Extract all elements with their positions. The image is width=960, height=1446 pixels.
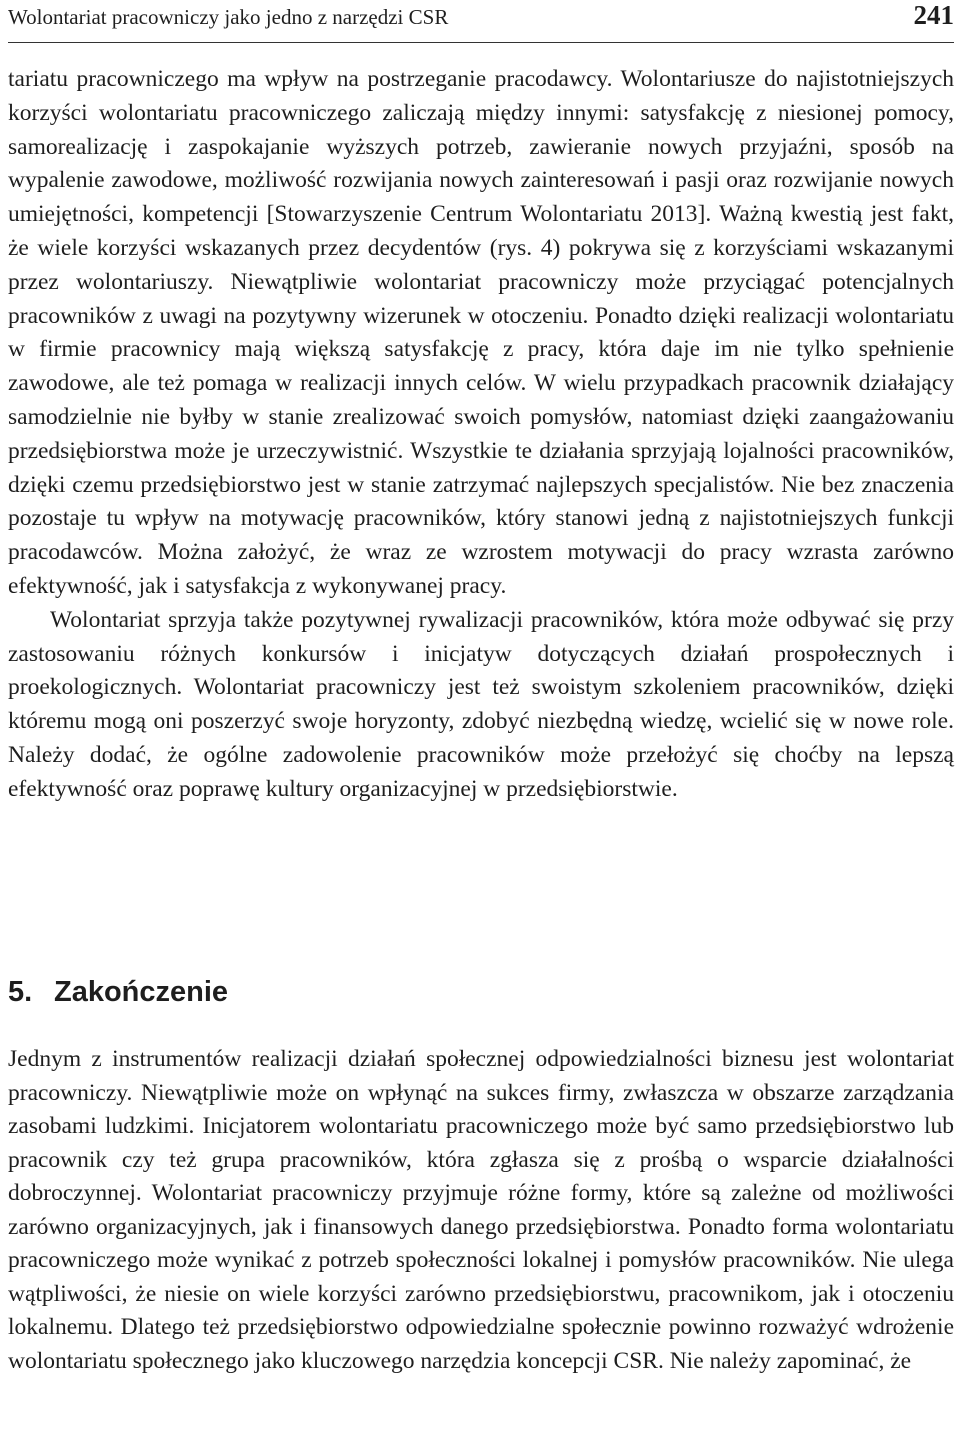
book-page bbox=[8, 0, 954, 1446]
page-number: 241 bbox=[913, 0, 954, 30]
running-header bbox=[8, 0, 954, 43]
running-title: Wolontariat pracowniczy jako jedno z narzędzi CSR bbox=[8, 5, 449, 29]
paragraph-continued: tariatu pracowniczego ma wpływ na postrzeganie pracodawcy. Wolontariusze do najistotniejszych korzyści wolontariatu pracowniczego zaliczają między innymi: satysfakcję z niesionej pomocy, samorealizację i zaspokajanie wyższych potrzeb, zawieranie nowych przyjaźni, sposób na wypalenie zawodowe, możliwość rozwijania nowych zainteresowań i pasji oraz rozwijanie nowych umiejętności, kompetencji [Stowarzyszenie Centrum Wolontariatu 2013]. Ważną kwestią jest fakt, że wiele korzyści wskazanych przez decydentów (rys. 4) pokrywa się z korzyściami wskazanymi przez wolontariuszy. Niewątpliwie wolontariat pracowniczy może przyciągać potencjalnych pracowników z uwagi na pozytywny wizerunek w otoczeniu. Ponadto dzięki realizacji wolontariatu w firmie pracownicy mają większą satysfakcję z pracy, która daje im nie tylko spełnienie zawodowe, ale też pomaga w realizacji innych celów. W wielu przypadkach pracownik działający samodzielnie nie byłby w stanie zrealizować swoich pomysłów, natomiast dzięki zaangażowaniu przedsiębiorstwa może je urzeczywistnić. Wszystkie te działania sprzyjają lojalności pracowników, dzięki czemu przedsiębiorstwo jest w stanie zatrzymać najlepszych specjalistów. Nie bez znaczenia pozostaje tu wpływ na motywację pracowników, który stanowi jedną z najistotniejszych funkcji pracodawców. Można założyć, że wraz ze wzrostem motywacji do pracy wzrasta zarówno efektywność, jak i satysfakcja z wykonywanej pracy. bbox=[8, 66, 954, 599]
section-number: 5. bbox=[8, 976, 33, 1008]
body-text bbox=[8, 63, 954, 807]
section-paragraph: Jednym z instrumentów realizacji działań społecznej odpowiedzialności biznesu jest wolontariat pracowniczy. Niewątpliwie może on wpłynąć na sukces firmy, zwłaszcza w obszarze zarządzania zasobami ludzkimi. Inicjatorem wolontariatu pracowniczego może być samo przedsiębiorstwo lub pracownik czy też grupa pracowników, która zgłasza się z prośbą o wsparcie działalności dobroczynnej. Wolontariat pracowniczy przyjmuje różne formy, które są zależne od możliwości zarówno organizacyjnych, jak i finansowych danego przedsiębiorstwa. Ponadto forma wolontariatu pracowniczego może wynikać z potrzeb społeczności lokalnej i pomysłów pracowników. Nie ulega wątpliwości, że niesie on wiele korzyści zarówno przedsiębiorstwu, pracownikom, jak i otoczeniu lokalnemu. Dlatego też przedsiębiorstwo odpowiedzialne społecznie powinno rozważyć wdrożenie wolontariatu społecznego jako kluczowego narzędzia koncepcji CSR. Nie należy zapominać, że bbox=[8, 1046, 954, 1374]
section-heading bbox=[8, 972, 228, 1012]
paragraph: Wolontariat sprzyja także pozytywnej rywalizacji pracowników, która może odbywać się przy zastosowaniu różnych konkursów i inicjatyw dotyczących działań prospołecznych i proekologicznych. Wolontariat pracowniczy jest też swoistym szkoleniem pracowników, dzięki któremu mogą oni poszerzyć swoje horyzonty, zdobyć niezbędną wiedzę, wcielić się w nowe role. Należy dodać, że ogólne zadowolenie pracowników może przełożyć się choćby na lepszą efektywność oraz poprawę kultury organizacyjnej w przedsiębiorstwie. bbox=[8, 606, 954, 802]
section-title: Zakończenie bbox=[54, 976, 229, 1008]
